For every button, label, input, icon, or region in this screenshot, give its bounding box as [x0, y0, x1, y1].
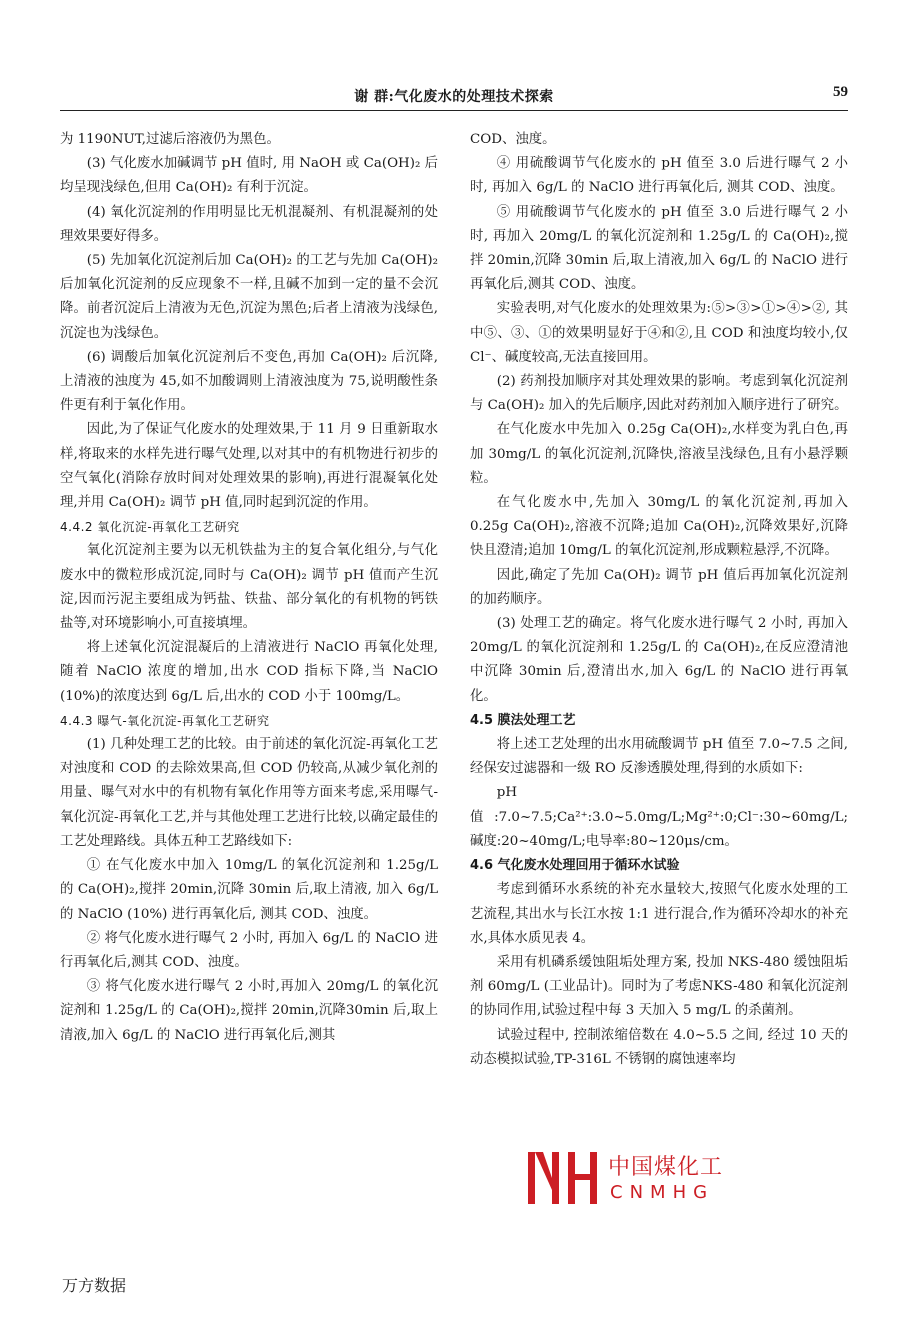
- section-heading: 4.6 气化废水处理回用于循环水试验: [470, 858, 680, 874]
- body-paragraph: 实验表明,对气化废水的处理效果为:⑤>③>①>④>②, 其中⑤、③、①的效果明显好于④和②,且 COD 和浊度均较小,仅 Cl⁻、碱度较高,无法直接回用。: [470, 301, 848, 365]
- body-paragraph: 考虑到循环水系统的补充水量较大,按照气化废水处理的工艺流程,其出水与长江水按 1:1 进行混合,作为循环冷却水的补充水,具体水质见表 4。: [470, 882, 848, 946]
- body-paragraph: ⑤ 用硫酸调节气化废水的 pH 值至 3.0 后进行曝气 2 小时, 再加入 20mg/L 的氧化沉淀剂和 1.25g/L 的 Ca(OH)₂,搅拌 20min,沉降 30min 后,取上清液,加入 6g/L 的 NaClO 进行再氧化后,测其 COD、浊度。: [470, 204, 848, 293]
- body-paragraph: 将上述工艺处理的出水用硫酸调节 pH 值至 7.0~7.5 之间,经保安过滤器和一级 RO 反渗透膜处理,得到的水质如下:: [470, 737, 848, 777]
- body-paragraph: ④ 用硫酸调节气化废水的 pH 值至 3.0 后进行曝气 2 小时, 再加入 6g/L 的 NaClO 进行再氧化后, 测其 COD、浊度。: [470, 156, 848, 196]
- body-paragraph: ① 在气化废水中加入 10mg/L 的氧化沉淀剂和 1.25g/L 的 Ca(OH)₂,搅拌 20min,沉降 30min 后,取上清液, 加入 6g/L 的 NaClO (10%) 进行再氧化后, 测其 COD、浊度。: [60, 858, 438, 922]
- section-subheading: 4.4.3 曝气-氧化沉淀-再氧化工艺研究: [60, 713, 270, 728]
- body-paragraph: 因此,为了保证气化废水的处理效果,于 11 月 9 日重新取水样,将取来的水样先进行曝气处理,以对其中的有机物进行初步的空气氧化(消除存放时间对处理效果的影响),再进行混凝氧化处理,并用 Ca(OH)₂ 调节 pH 值,同时起到沉淀的作用。: [60, 422, 438, 511]
- section-heading: 4.5 膜法处理工艺: [470, 712, 576, 728]
- section-subheading: 4.4.2 氧化沉淀-再氧化工艺研究: [60, 520, 240, 535]
- watermark: [526, 1148, 866, 1208]
- right-column: [470, 128, 848, 1072]
- body-paragraph: 在气化废水中先加入 0.25g Ca(OH)₂,水样变为乳白色,再加 30mg/L 的氧化沉淀剂,沉降快,溶液呈浅绿色,且有小悬浮颗粒。: [470, 422, 848, 486]
- body-paragraph: 氧化沉淀剂主要为以无机铁盐为主的复合氧化组分,与气化废水中的微粒形成沉淀,同时与 Ca(OH)₂ 调节 pH 值而产生沉淀,因而污泥主要组成为钙盐、铁盐、部分氧化的有机物的钙铁盐等,对环境影响小,可直接填埋。: [60, 543, 438, 632]
- body-paragraph: pH 值:7.0~7.5;Ca²⁺:3.0~5.0mg/L;Mg²⁺:0;Cl⁻:30~60mg/L;碱度:20~40mg/L;电导率:80~120μs/cm。: [470, 785, 848, 849]
- footer-source: 万方数据: [62, 1276, 127, 1295]
- body-paragraph: (2) 药剂投加顺序对其处理效果的影响。考虑到氧化沉淀剂与 Ca(OH)₂ 加入的先后顺序,因此对药剂加入顺序进行了研究。: [470, 374, 848, 414]
- body-paragraph: 采用有机磷系缓蚀阻垢处理方案, 投加 NKS-480 缓蚀阻垢剂 60mg/L (工业品计)。同时为了考虑NKS-480 和氧化沉淀剂的协同作用,试验过程中每 3 天加入 5 mg/L 的杀菌剂。: [470, 954, 848, 1019]
- body-paragraph: ③ 将气化废水进行曝气 2 小时,再加入 20mg/L 的氧化沉淀剂和 1.25g/L 的 Ca(OH)₂,搅拌 20min,沉降30min 后,取上清液,加入 6g/L 的 NaClO 进行再氧化后,测其: [60, 979, 438, 1043]
- left-column: [60, 128, 438, 1048]
- watermark-text-en: CNMHG: [606, 1182, 718, 1203]
- top-margin: [0, 0, 904, 74]
- body-paragraph: (4) 氧化沉淀剂的作用明显比无机混凝剂、有机混凝剂的处理效果要好得多。: [60, 204, 438, 244]
- watermark-logo-icon: [526, 1148, 600, 1208]
- body-paragraph: ② 将气化废水进行曝气 2 小时, 再加入 6g/L 的 NaClO 进行再氧化后,测其 COD、浊度。: [60, 930, 438, 970]
- body-paragraph: 试验过程中, 控制浓缩倍数在 4.0~5.5 之间, 经过 10 天的动态模拟试验,TP-316L 不锈钢的腐蚀速率均: [470, 1027, 848, 1067]
- body-paragraph: (3) 处理工艺的确定。将气化废水进行曝气 2 小时, 再加入 20mg/L 的氧化沉淀剂和 1.25g/L 的 Ca(OH)₂,在反应澄清池中沉降 30min 后,澄清出水,加入 6g/L 的 NaClO 进行再氧化。: [470, 616, 848, 704]
- body-paragraph: (6) 调酸后加氧化沉淀剂后不变色,再加 Ca(OH)₂ 后沉降,上清液的浊度为 45,如不加酸调则上清液浊度为 75,说明酸性条件更有利于氧化作用。: [60, 349, 438, 414]
- running-title: 谢 群:气化废水的处理技术探索: [354, 89, 554, 105]
- body-paragraph: 将上述氧化沉淀混凝后的上清液进行 NaClO 再氧化处理,随着 NaClO 浓度的增加,出水 COD 指标下降,当 NaClO (10%)的浓度达到 6g/L 后,出水的 COD 小于 100mg/L。: [60, 640, 438, 704]
- body-paragraph: (3) 气化废水加碱调节 pH 值时, 用 NaOH 或 Ca(OH)₂ 后均呈现浅绿色,但用 Ca(OH)₂ 有利于沉淀。: [60, 156, 438, 196]
- body-paragraph: 在气化废水中,先加入 30mg/L 的氧化沉淀剂,再加入 0.25g Ca(OH)₂,溶液不沉降;追加 Ca(OH)₂,沉降效果好,沉降快且澄清;追加 10mg/L 的氧化沉淀剂,形成颗粒悬浮,不沉降。: [470, 495, 848, 559]
- watermark-text-cn: 中国煤化工: [604, 1150, 727, 1181]
- page-number: 59: [833, 84, 848, 100]
- body-paragraph: (5) 先加氧化沉淀剂后加 Ca(OH)₂ 的工艺与先加 Ca(OH)₂ 后加氧化沉淀剂的反应现象不一样,且碱不加到一定的量不会沉降。前者沉淀后上清液为无色,沉淀为黑色;后者上清液为浅绿色,沉淀也为浅绿色。: [60, 253, 438, 341]
- body-paragraph: 为 1190NUT,过滤后溶液仍为黑色。: [60, 132, 280, 147]
- body-paragraph: 因此,确定了先加 Ca(OH)₂ 调节 pH 值后再加氧化沉淀剂的加药顺序。: [470, 567, 848, 607]
- body-paragraph: COD、浊度。: [470, 132, 556, 147]
- body-paragraph: (1) 几种处理工艺的比较。由于前述的氧化沉淀-再氧化工艺对浊度和 COD 的去除效果高,但 COD 仍较高,从减少氧化剂的用量、曝气对水中的有机物有氧化作用等方面来考虑,采用曝气-氧化沉淀-再氧化工艺,并与其他处理工艺进行比较,以确定最佳的工艺处理路线。具体五种工艺路线如下:: [60, 737, 438, 849]
- running-header: [60, 78, 848, 111]
